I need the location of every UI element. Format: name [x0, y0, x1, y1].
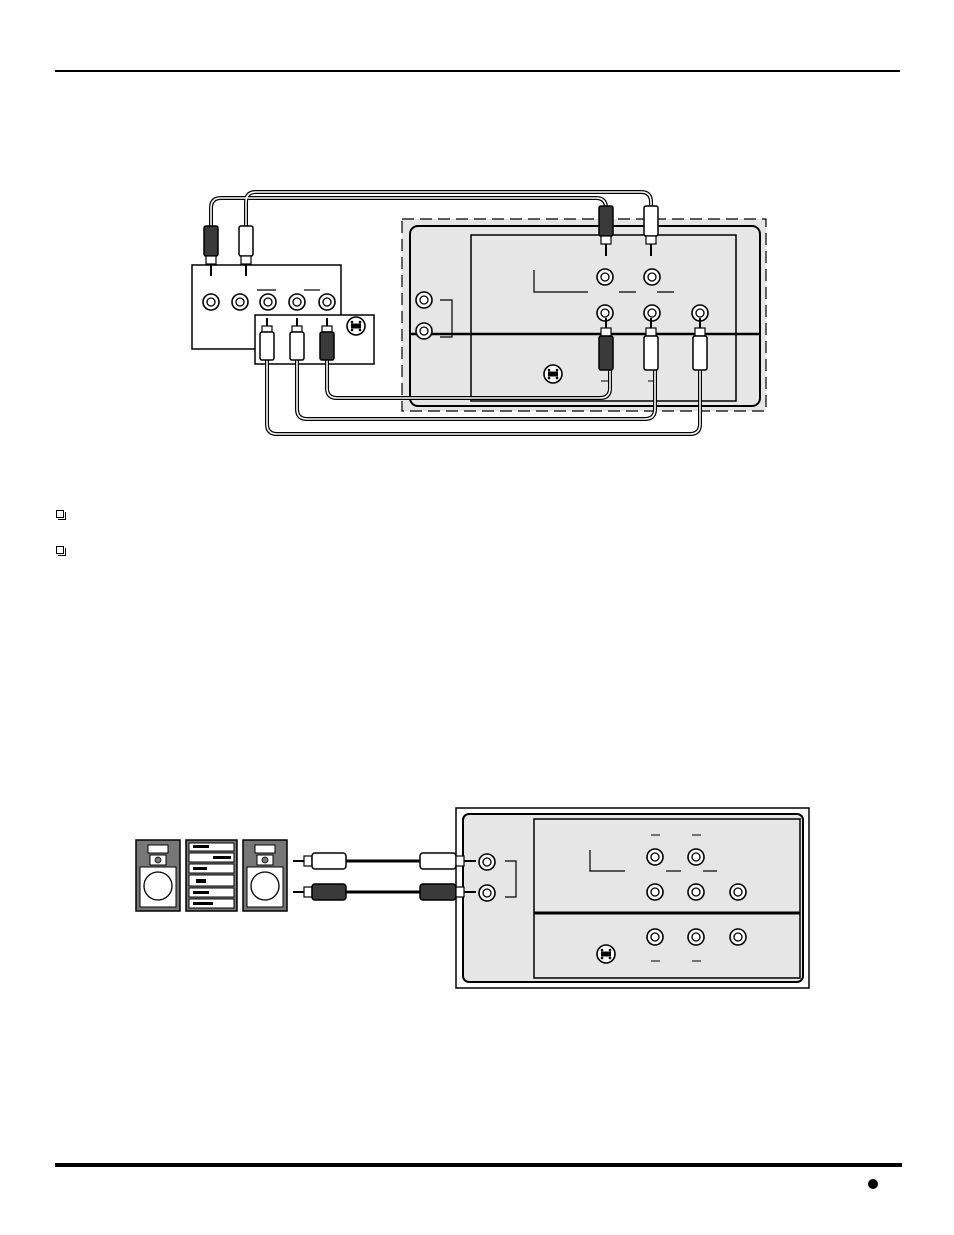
- stereo-rack-icon: [186, 840, 237, 911]
- source-device: [192, 265, 374, 364]
- tv-rear-panel-2: [456, 808, 809, 988]
- figure-2-audio-out-diagram: [136, 808, 809, 988]
- checkbox-bullet-icon: [56, 510, 64, 518]
- bottom-rule: [55, 1163, 902, 1167]
- stereo-plug-dark: [293, 884, 346, 900]
- stereo-plug-white: [293, 853, 346, 869]
- speaker-left-icon: [136, 840, 180, 911]
- speaker-right-icon: [243, 840, 287, 911]
- page-marker-dot-icon: [868, 1179, 878, 1189]
- checkbox-bullet-icon: [56, 546, 64, 554]
- tv-rear-panel-1: [402, 219, 766, 411]
